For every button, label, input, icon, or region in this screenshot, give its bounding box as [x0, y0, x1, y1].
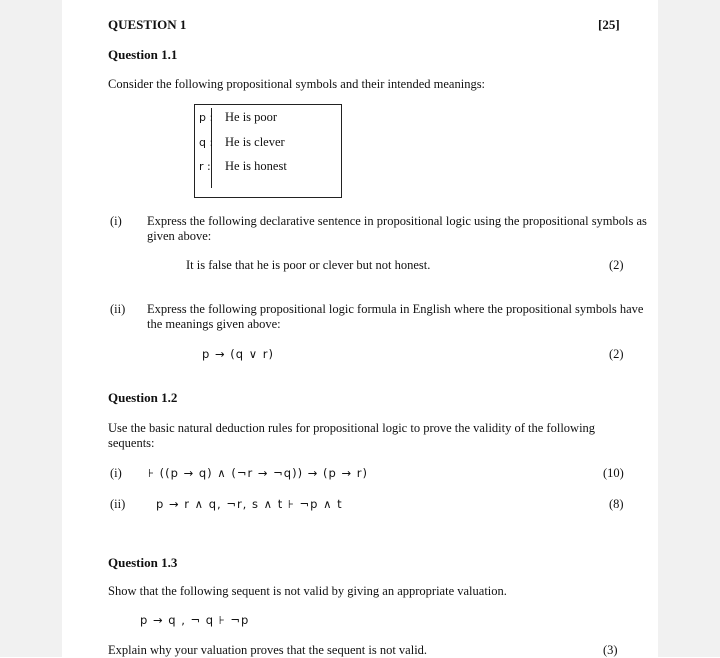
sequent-i-marks: (10) — [603, 466, 624, 480]
symbol-row — [199, 159, 287, 174]
symbol-name: p : — [199, 111, 214, 124]
question-1-2-heading: Question 1.2 — [108, 390, 178, 405]
part-ii-instruction: Express the following propositional logic formula in English where the propositional symbols have the meanings given above: — [147, 302, 644, 331]
question-1-3-explain: Explain why your valuation proves that the sequent is not valid. — [108, 643, 428, 657]
part-i-marks: (2) — [609, 258, 624, 272]
sequent-ii-marks: (8) — [609, 497, 624, 511]
question-1-3-instruction: Show that the following sequent is not valid by giving an appropriate valuation. — [108, 584, 507, 598]
total-marks: [25] — [598, 17, 620, 32]
symbol-table — [194, 104, 342, 198]
part-ii-marks: (2) — [609, 347, 624, 361]
symbol-meaning: He is poor — [225, 110, 278, 124]
symbol-row — [199, 110, 277, 125]
question-title: QUESTION 1 — [108, 17, 187, 32]
question-1-2-instruction: Use the basic natural deduction rules for propositional logic to prove the validity of the following sequents: — [108, 421, 596, 450]
symbol-meaning: He is clever — [225, 135, 285, 149]
sequent-i: ⊦ ((p → q) ∧ (¬r → ¬q)) → (p → r) — [148, 466, 368, 480]
part-ii-label: (ii) — [110, 302, 126, 316]
symbol-name: q : — [199, 136, 214, 149]
sequent-ii-label: (ii) — [110, 497, 126, 511]
part-i-sentence: It is false that he is poor or clever but not honest. — [186, 258, 431, 272]
question-1-3-marks: (3) — [603, 643, 618, 657]
part-i-label: (i) — [110, 214, 122, 228]
question-1-1-heading: Question 1.1 — [108, 47, 178, 62]
page-margin-right — [658, 0, 720, 657]
sequent-i-label: (i) — [110, 466, 122, 480]
symbol-row — [199, 135, 285, 150]
symbol-name: r : — [199, 160, 211, 173]
question-1-3-sequent: p → q , ¬ q ⊦ ¬p — [140, 613, 250, 627]
part-ii-formula: p → (q ∨ r) — [202, 347, 274, 361]
page-margin-left — [0, 0, 62, 657]
question-1-3-heading: Question 1.3 — [108, 555, 178, 570]
symbol-meaning: He is honest — [225, 159, 287, 173]
sequent-ii: p → r ∧ q, ¬r, s ∧ t ⊦ ¬p ∧ t — [156, 497, 343, 511]
part-i-instruction: Express the following declarative sentence in propositional logic using the propositional symbols as given above: — [147, 214, 647, 243]
question-1-1-intro: Consider the following propositional symbols and their intended meanings: — [108, 77, 486, 91]
